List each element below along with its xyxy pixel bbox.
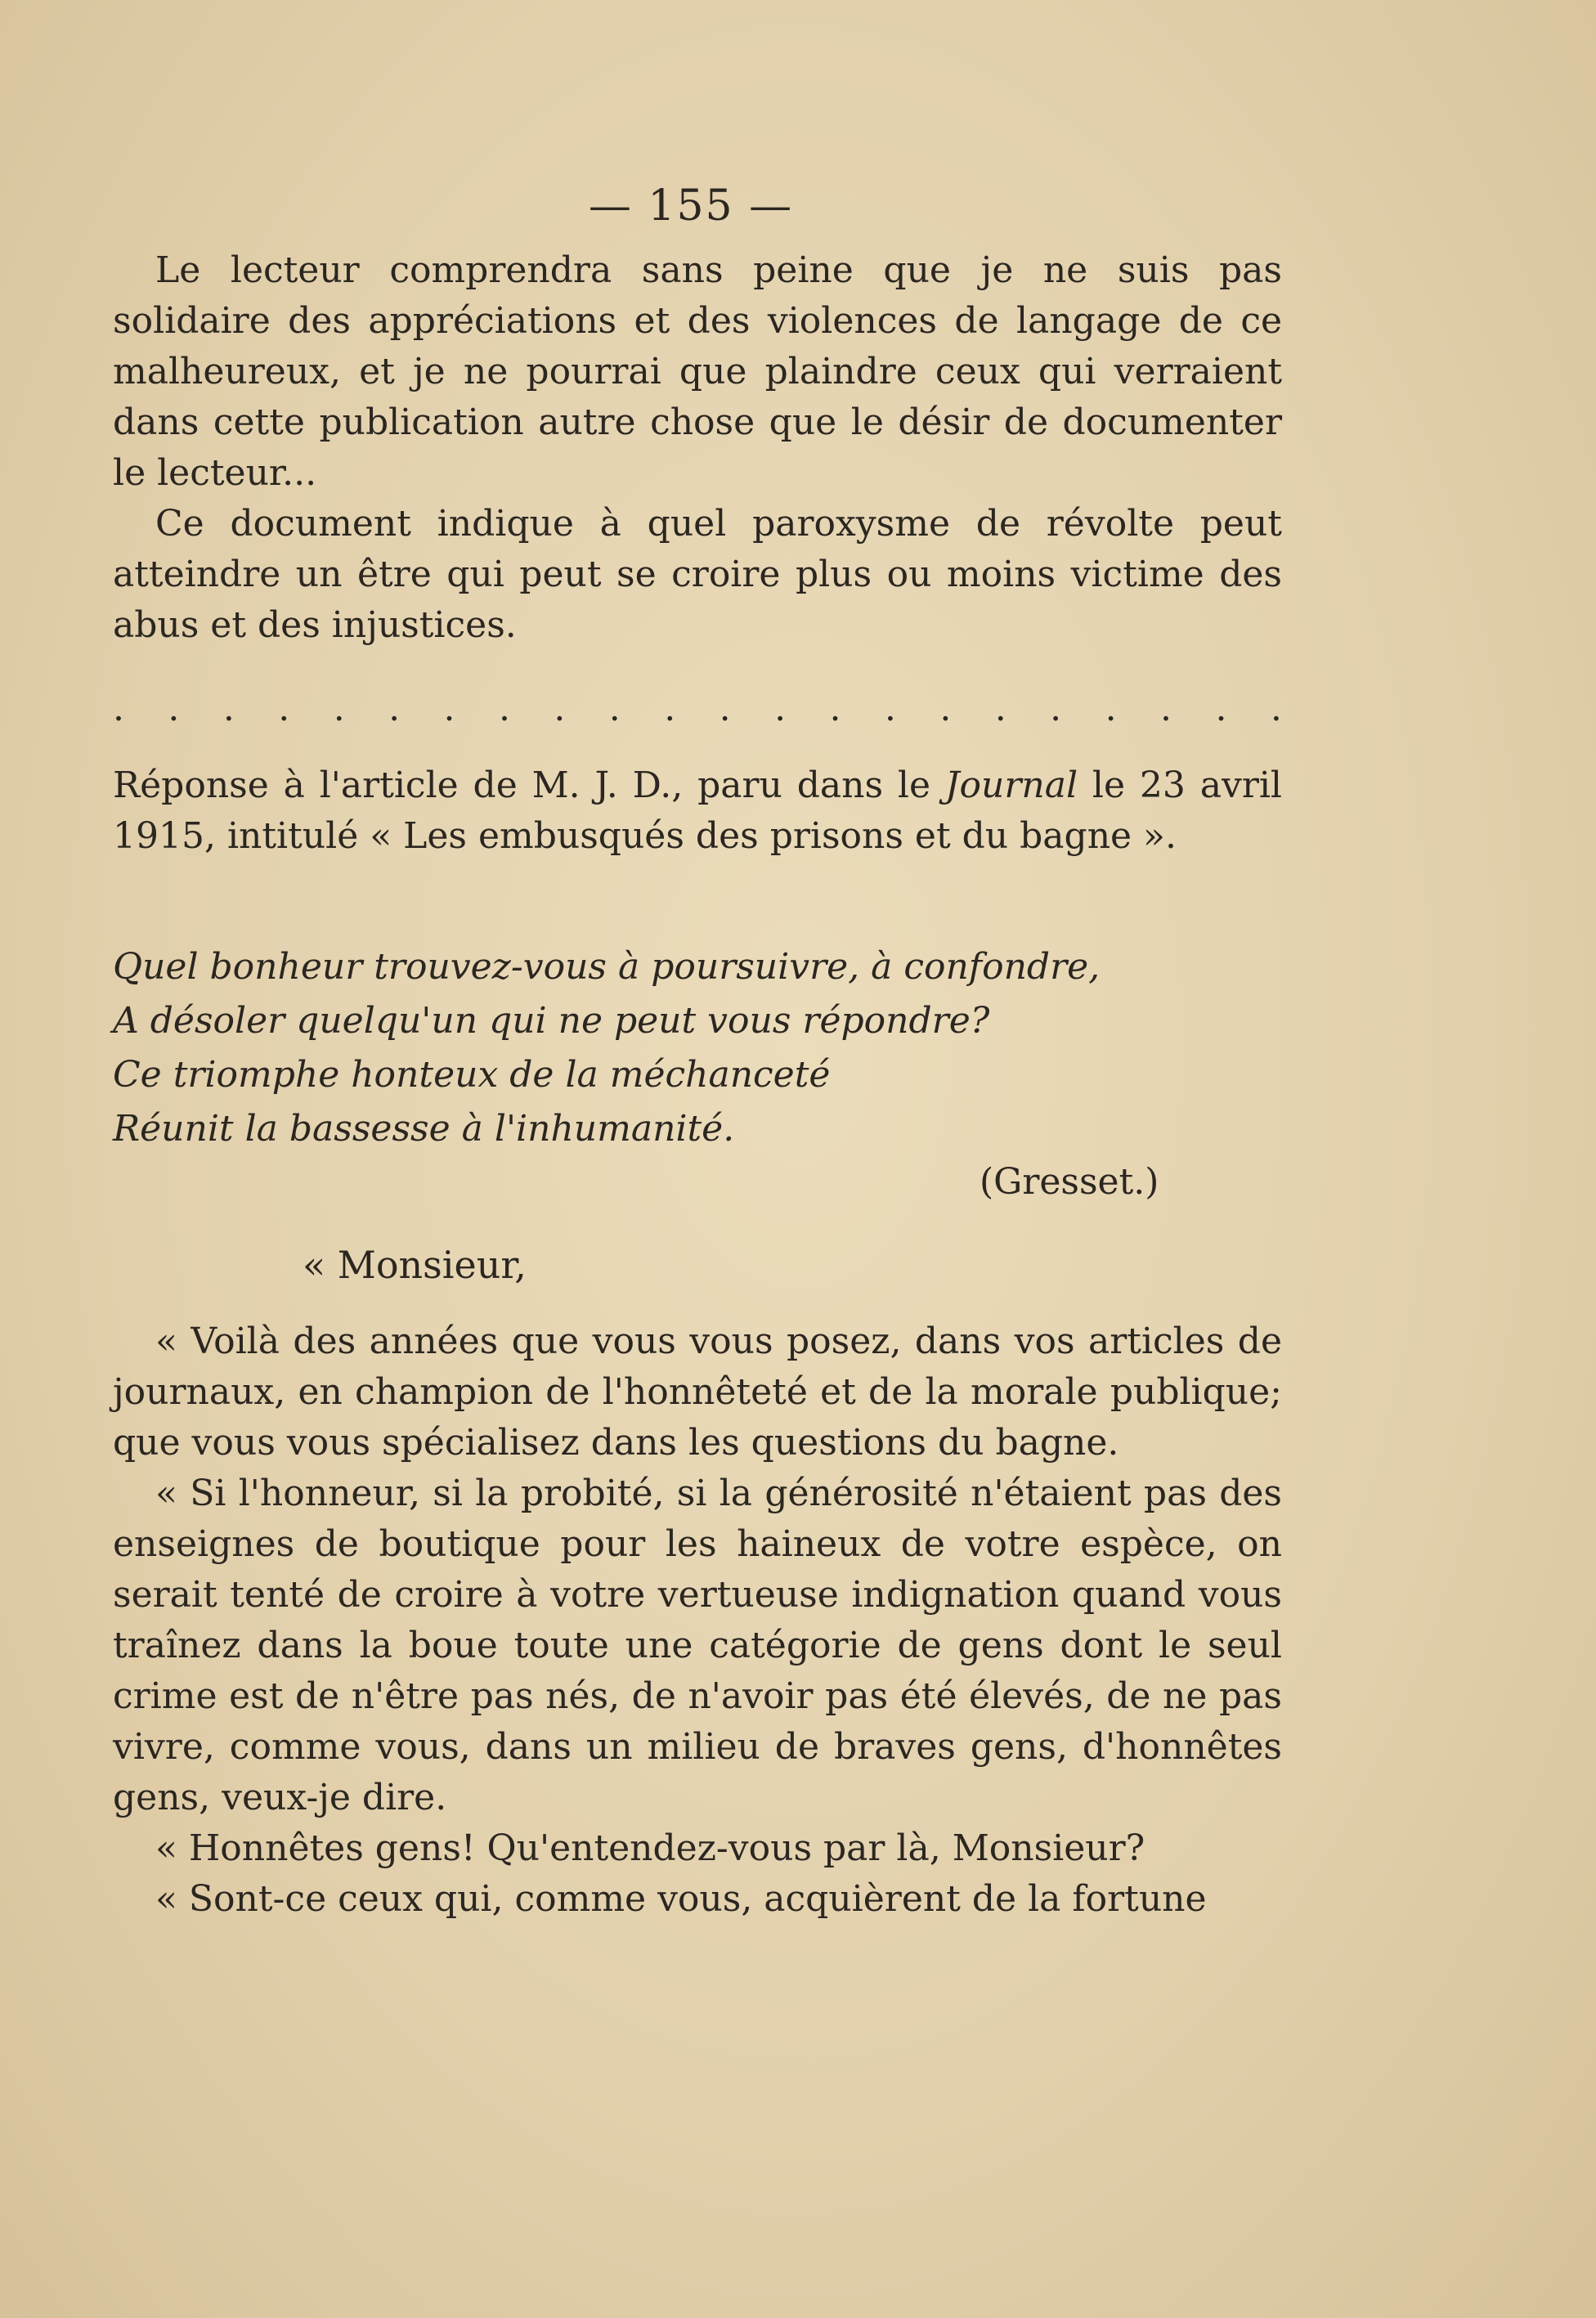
intro-paragraph-1: Le lecteur comprendra sans peine que je ne suis pas solidaire des appréciations et des violences de langage de ce malheureux, et je ne pourrai que plaindre ceux qui verraient dans cette publication autre chose que le désir de documenter le lecteur... [113,249,1282,494]
verse-epigraph [113,940,1282,1156]
letter-paragraph: « Si l'honneur, si la probité, si la générosité n'étaient pas des enseignes de boutique pour les haineux de votre espèce, on serait tenté de croire à votre vertueuse indignation quand vous traînez dans la boue toute une catégorie de gens dont le seul crime est de n'être pas nés, de n'avoir pas été élevés, de ne pas vivre, comme vous, dans un milieu de braves gens, d'honnêtes gens, veux-je dire. [113,1473,1282,1818]
separator-dot: . [1215,688,1227,729]
separator-dot: . [443,688,455,729]
separator-dot: . [278,688,290,729]
letter-paragraph: « Sont-ce ceux qui, comme vous, acquièrent de la fortune [155,1878,1207,1920]
letter-paragraph: « Honnêtes gens! Qu'entendez-vous par là, Monsieur? [155,1827,1145,1869]
separator-dot: . [774,688,787,729]
separator-dot: . [113,688,124,729]
separator-dot: . [498,688,510,729]
separator-dot: . [884,688,896,729]
separator-dot: . [222,688,235,729]
verse-line: Ce triomphe honteux de la méchanceté [113,1054,831,1096]
separator-dot: . [168,688,180,729]
separator-dot: . [1105,688,1117,729]
verse-line: Réunit la bassesse à l'inhumanité. [113,1108,735,1150]
dotted-separator [113,688,1282,729]
verse-attribution: (Gresset.) [980,1161,1159,1203]
verse-line: Quel bonheur trouvez-vous à poursuivre, à confondre, [113,946,1101,988]
separator-dot: . [554,688,566,729]
separator-dot: . [719,688,731,729]
heading-prefix: Réponse à l'article de M. J. D., paru dans le [113,764,945,806]
response-heading [113,760,1282,862]
journal-name: Journal [944,764,1078,806]
letter-body [113,1316,1282,1925]
heading-suffix: le 23 avril 1915, intitulé « Les embusqués des prisons et du bagne ». [113,764,1282,857]
separator-dot: . [939,688,952,729]
letter-paragraph: « Voilà des années que vous vous posez, dans vos articles de journaux, en champion de l'honnêteté et de la morale publique; que vous vous spécialisez dans les questions du bagne. [113,1320,1282,1464]
separator-dot: . [1270,688,1282,729]
separator-dot: . [994,688,1006,729]
separator-dot: . [388,688,401,729]
separator-dot: . [333,688,345,729]
intro-paragraph-2: Ce document indique à quel paroxysme de révolte peut atteindre un être qui peut se croire plus ou moins victime des abus et des injustices. [113,503,1282,646]
verse-line: A désoler quelqu'un qui ne peut vous répondre? [113,1000,990,1042]
separator-dot: . [608,688,621,729]
separator-dot: . [1050,688,1062,729]
page-number: — 155 — [588,182,794,231]
separator-dot: . [664,688,676,729]
letter-salutation: « Monsieur, [303,1243,527,1287]
separator-dot: . [829,688,841,729]
separator-dot: . [1160,688,1172,729]
intro-section [113,245,1282,651]
